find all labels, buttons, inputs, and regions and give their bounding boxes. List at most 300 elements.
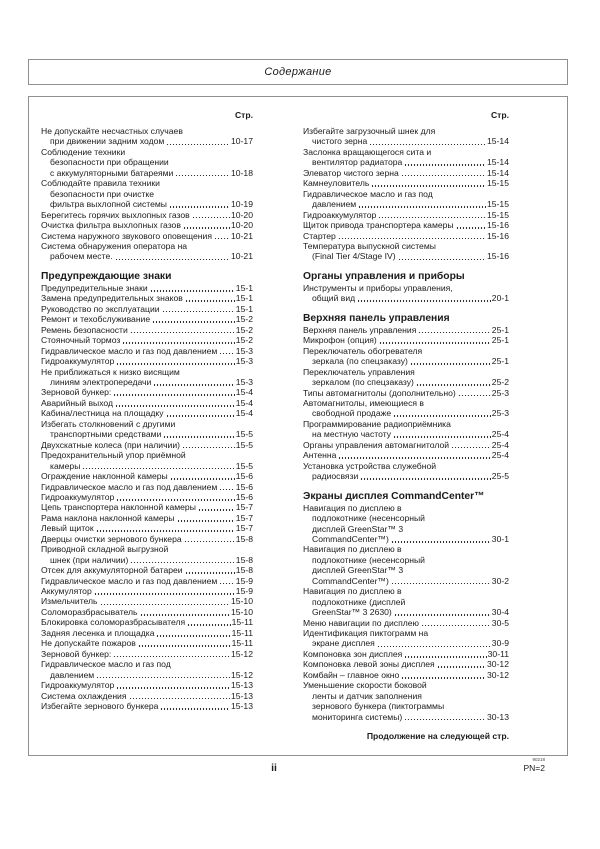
entry-text: Верхняя панель управления bbox=[303, 324, 417, 335]
entry-text: Двухскатные колеса (при наличии) bbox=[41, 439, 181, 450]
entry-page-number: 30-11 bbox=[487, 648, 509, 659]
toc-entry-line bbox=[41, 649, 253, 659]
dot-leader bbox=[96, 530, 235, 532]
entry-text: Система наружного звукового оповещения bbox=[41, 230, 213, 241]
toc-entry-line bbox=[303, 283, 509, 293]
entry-page-number: 15-16 bbox=[487, 251, 509, 262]
dot-leader bbox=[96, 677, 230, 679]
entry-text: Компоновка зон дисплея bbox=[303, 648, 403, 659]
entry-page-number: 15-2 bbox=[235, 335, 253, 346]
dot-leader bbox=[166, 415, 235, 417]
entry-text: мониторинга системы) bbox=[312, 711, 403, 722]
dot-leader bbox=[404, 164, 486, 166]
toc-entry-line bbox=[41, 607, 253, 617]
toc-entry-line bbox=[303, 388, 509, 398]
entry-text: подлокотнике (дисплей bbox=[312, 596, 406, 607]
entry-page-number: 25-1 bbox=[491, 324, 509, 335]
toc-entry-line bbox=[41, 398, 253, 408]
entry-text: Стартер bbox=[303, 230, 336, 241]
dot-leader bbox=[358, 206, 486, 208]
toc-entry-line bbox=[41, 314, 253, 324]
entry-page-number: 10-17 bbox=[231, 136, 253, 147]
toc-entry-line bbox=[41, 482, 253, 492]
toc-entry-line bbox=[41, 565, 253, 575]
entry-text: Гидравлическое масло и газ под bbox=[41, 659, 171, 670]
dot-leader bbox=[166, 144, 230, 146]
dot-leader bbox=[404, 656, 486, 658]
entry-page-number: 15-5 bbox=[235, 429, 253, 440]
entry-text: Комбайн – главное окно bbox=[303, 669, 400, 680]
dot-leader bbox=[393, 436, 491, 438]
entry-text: Избегайте загрузочный шнек для bbox=[303, 126, 436, 136]
entry-text: CommandCenter™) bbox=[312, 575, 389, 586]
toc-entry-line bbox=[303, 638, 509, 648]
entry-page-number: 10-20 bbox=[231, 209, 253, 220]
toc-entry-line bbox=[41, 555, 253, 565]
entry-page-number: 30-13 bbox=[487, 711, 509, 722]
toc-entry-line bbox=[41, 576, 253, 586]
toc-entry-line bbox=[41, 461, 253, 471]
toc-section bbox=[41, 126, 253, 262]
dot-leader bbox=[187, 624, 231, 626]
entry-text: при движении задним ходом bbox=[50, 136, 165, 147]
entry-page-number: 15-13 bbox=[231, 701, 253, 712]
toc-entry-line bbox=[41, 210, 253, 220]
toc-entry-line bbox=[303, 555, 509, 565]
toc-entry-line bbox=[303, 147, 509, 157]
entry-text: Кабина/лестница на площадку bbox=[41, 408, 164, 419]
entry-text: Избегать столкновений с другими bbox=[41, 418, 176, 429]
toc-entry-line bbox=[303, 659, 509, 669]
entry-text: Инструменты и приборы управления, bbox=[303, 282, 453, 293]
entry-text: камеры bbox=[50, 460, 81, 471]
toc-entry-line bbox=[303, 251, 509, 261]
toc-entry-line bbox=[41, 670, 253, 680]
entry-page-number: 15-13 bbox=[231, 680, 253, 691]
toc-entry-line bbox=[41, 283, 253, 293]
entry-text: вентилятор радиатора bbox=[312, 157, 403, 168]
toc-entry-line bbox=[303, 597, 509, 607]
toc-entry-line bbox=[41, 147, 253, 157]
entry-text: Щиток привода транспортера камеры bbox=[303, 220, 454, 231]
entry-text: Органы управления автомагнитолой bbox=[303, 439, 450, 450]
dot-leader bbox=[338, 457, 490, 459]
entry-text: рабочем месте. bbox=[50, 251, 113, 262]
entry-page-number: 15-15 bbox=[487, 199, 509, 210]
entry-page-number: 15-6 bbox=[235, 481, 253, 492]
toc-entry-line bbox=[303, 618, 509, 628]
toc-entry-line bbox=[41, 126, 253, 136]
toc-entry-line bbox=[303, 398, 509, 408]
entry-text: Навигация по дисплею в bbox=[303, 502, 402, 513]
entry-page-number: 15-5 bbox=[235, 460, 253, 471]
entry-text: Система охлаждения bbox=[41, 690, 127, 701]
entry-page-number: 15-15 bbox=[487, 178, 509, 189]
toc-entry-line bbox=[303, 178, 509, 188]
toc-entry-line bbox=[303, 534, 509, 544]
entry-page-number: 15-4 bbox=[235, 408, 253, 419]
dot-leader bbox=[198, 509, 235, 511]
toc-entry-line bbox=[41, 680, 253, 690]
toc-entry-line bbox=[303, 450, 509, 460]
dot-leader bbox=[219, 353, 234, 355]
toc-entry-line bbox=[41, 502, 253, 512]
entry-text: Камнеуловитель bbox=[303, 178, 370, 189]
toc-entry-line bbox=[41, 659, 253, 669]
entry-text: Зерновой бункер: bbox=[41, 648, 112, 659]
entry-text: свободной продаже bbox=[312, 408, 392, 419]
entry-page-number: 15-7 bbox=[235, 523, 253, 534]
toc-entry-line bbox=[303, 607, 509, 617]
dot-leader bbox=[401, 175, 486, 177]
entry-page-number: 15-1 bbox=[235, 282, 253, 293]
dot-leader bbox=[451, 447, 491, 449]
entry-text: Переключатель обогревателя bbox=[303, 345, 423, 356]
section-header: Экраны дисплея CommandCenter™ bbox=[303, 490, 485, 502]
dot-leader bbox=[116, 687, 230, 689]
entry-page-number: 30-2 bbox=[491, 575, 509, 586]
toc-entry-line bbox=[303, 440, 509, 450]
toc-entry-line bbox=[303, 346, 509, 356]
entry-text: общий вид bbox=[312, 293, 356, 304]
toc-entry-line bbox=[303, 210, 509, 220]
dot-leader bbox=[138, 645, 231, 647]
dot-leader bbox=[338, 238, 486, 240]
dot-leader bbox=[391, 541, 491, 543]
entry-page-number: 15-1 bbox=[235, 293, 253, 304]
toc-entry-line bbox=[303, 126, 509, 136]
entry-page-number: 10-21 bbox=[231, 251, 253, 262]
toc-entry-line bbox=[41, 367, 253, 377]
toc-entry-line bbox=[41, 471, 253, 481]
entry-text: Гидроаккумулятор bbox=[41, 356, 115, 367]
toc-entry-line bbox=[41, 628, 253, 638]
footer-right-block bbox=[0, 758, 545, 772]
toc-entry-line bbox=[41, 387, 253, 397]
dot-leader bbox=[394, 614, 491, 616]
toc-entry-line bbox=[303, 408, 509, 418]
dot-leader bbox=[369, 144, 486, 146]
dot-leader bbox=[192, 217, 230, 219]
toc-column-right bbox=[303, 110, 509, 755]
dot-leader bbox=[115, 405, 235, 407]
entry-text: Измельчитель bbox=[41, 596, 98, 607]
entry-text: подлокотнике (несенсорный bbox=[312, 554, 425, 565]
entry-text: Не допускайте несчастных случаев bbox=[41, 126, 183, 136]
entry-page-number: 15-14 bbox=[487, 157, 509, 168]
dot-leader bbox=[456, 227, 486, 229]
entry-text: радиосвязи bbox=[312, 471, 359, 482]
entry-page-number: 25-4 bbox=[491, 450, 509, 461]
entry-text: Соблюдайте правила техники bbox=[41, 178, 160, 189]
entry-page-number: 25-2 bbox=[491, 377, 509, 388]
entry-text: зернового бункера (пиктограммы bbox=[312, 701, 445, 712]
entry-page-number: 15-2 bbox=[235, 324, 253, 335]
entry-text: на местную частоту bbox=[312, 429, 392, 440]
dot-leader bbox=[401, 677, 486, 679]
entry-page-number: 15-3 bbox=[235, 356, 253, 367]
entry-page-number: 15-11 bbox=[231, 627, 253, 638]
toc-entry-line bbox=[303, 628, 509, 638]
toc-entry-line bbox=[303, 377, 509, 387]
entry-text: шнек (при наличии) bbox=[50, 554, 129, 565]
dot-leader bbox=[371, 185, 486, 187]
entry-page-number: 15-13 bbox=[231, 690, 253, 701]
toc-entry-line bbox=[41, 617, 253, 627]
toc-entry-line bbox=[41, 586, 253, 596]
entry-text: CommandCenter™) bbox=[312, 533, 389, 544]
continuation-note bbox=[303, 731, 509, 741]
entry-page-number: 10-20 bbox=[231, 220, 253, 231]
toc-box bbox=[28, 96, 568, 756]
entry-page-number: 15-4 bbox=[235, 397, 253, 408]
entry-text: Не приближаться к низко висящим bbox=[41, 366, 180, 377]
entry-text: Микрофон (опция) bbox=[303, 335, 377, 346]
entry-text: Антенна bbox=[303, 450, 337, 461]
entry-text: Рама наклона наклонной камеры bbox=[41, 512, 175, 523]
toc-entry-line bbox=[41, 199, 253, 209]
entry-text: транспортными средствами bbox=[50, 429, 162, 440]
dot-leader bbox=[379, 342, 491, 344]
entry-page-number: 15-3 bbox=[235, 376, 253, 387]
toc-section bbox=[303, 731, 509, 741]
dot-leader bbox=[175, 175, 230, 177]
toc-section bbox=[303, 490, 509, 723]
toc-column-left bbox=[41, 110, 253, 755]
contents-header-box bbox=[28, 59, 568, 85]
dot-leader bbox=[169, 206, 230, 208]
entry-page-number: 15-11 bbox=[231, 638, 253, 649]
entry-text: Ограждение наклонной камеры bbox=[41, 471, 168, 482]
toc-entry-line bbox=[303, 670, 509, 680]
entry-text: Соблюдение техники bbox=[41, 146, 126, 157]
toc-entry-line bbox=[303, 649, 509, 659]
entry-text: Меню навигации по дисплею bbox=[303, 617, 419, 628]
toc-entry-line bbox=[41, 408, 253, 418]
toc-entry-line bbox=[41, 492, 253, 502]
entry-page-number: 15-8 bbox=[235, 565, 253, 576]
dot-leader bbox=[82, 468, 234, 470]
dot-leader bbox=[94, 593, 235, 595]
entry-page-number: 15-10 bbox=[231, 606, 253, 617]
toc-entry-line bbox=[303, 524, 509, 534]
toc-section bbox=[303, 312, 509, 482]
entry-page-number: 15-16 bbox=[487, 220, 509, 231]
entry-text: Навигация по дисплею в bbox=[303, 544, 402, 555]
entry-page-number: 15-12 bbox=[231, 669, 253, 680]
dot-leader bbox=[115, 259, 230, 261]
entry-text: Стояночный тормоз bbox=[41, 335, 121, 346]
dot-leader bbox=[162, 311, 235, 313]
dot-leader bbox=[129, 698, 231, 700]
entry-page-number: 15-6 bbox=[235, 471, 253, 482]
toc-section bbox=[41, 270, 253, 712]
entry-page-number: 15-7 bbox=[235, 512, 253, 523]
entry-page-number: 15-11 bbox=[231, 617, 253, 628]
toc-entry-line bbox=[41, 544, 253, 554]
entry-page-number: 15-1 bbox=[235, 303, 253, 314]
entry-text: зеркала (по спецзаказу) bbox=[312, 356, 408, 367]
entry-text: Заслонка вращающегося сита и bbox=[303, 146, 432, 157]
toc-entry-line bbox=[303, 576, 509, 586]
toc-entry-line bbox=[41, 178, 253, 188]
toc-entry-line bbox=[41, 701, 253, 711]
toc-entry-line bbox=[41, 231, 253, 241]
toc-entry-line bbox=[303, 680, 509, 690]
dot-leader bbox=[410, 363, 491, 365]
entry-text: Гидравлическое масло и газ под давлением bbox=[41, 345, 218, 356]
toc-entry-line bbox=[303, 293, 509, 303]
entry-text: Навигация по дисплею в bbox=[303, 586, 402, 597]
toc-entry-line bbox=[41, 356, 253, 366]
toc-entry-line bbox=[303, 367, 509, 377]
entry-page-number: 15-15 bbox=[487, 209, 509, 220]
toc-entry-line bbox=[41, 419, 253, 429]
entry-text: Компоновка левой зоны дисплея bbox=[303, 659, 435, 670]
toc-entry-line bbox=[303, 461, 509, 471]
toc-entry-line bbox=[303, 356, 509, 366]
entry-text: Блокировка соломоразбрасывателя bbox=[41, 617, 186, 628]
dot-leader bbox=[185, 572, 235, 574]
entry-page-number: 25-1 bbox=[491, 356, 509, 367]
toc-entry-line bbox=[303, 189, 509, 199]
dot-leader bbox=[416, 384, 491, 386]
entry-page-number: 15-7 bbox=[235, 502, 253, 513]
entry-text: (Final Tier 4/Stage IV) bbox=[312, 251, 396, 262]
entry-page-number: 15-2 bbox=[235, 314, 253, 325]
entry-text: Гидравлическое масло и газ под bbox=[303, 188, 433, 199]
toc-entry-line bbox=[303, 335, 509, 345]
entry-text: Предохранительный упор приёмной bbox=[41, 450, 186, 461]
entry-page-number: 15-9 bbox=[235, 575, 253, 586]
dot-leader bbox=[393, 415, 491, 417]
folio-page-number: ii bbox=[271, 762, 277, 774]
toc-entry-line bbox=[41, 304, 253, 314]
entry-text: Дверцы очистки зернового бункера bbox=[41, 533, 182, 544]
entry-text: Элеватор чистого зерна bbox=[303, 167, 399, 178]
section-header: Верхняя панель управления bbox=[303, 312, 450, 324]
entry-page-number: 30-9 bbox=[491, 638, 509, 649]
entry-text: давлением bbox=[50, 669, 95, 680]
toc-entry-line bbox=[41, 534, 253, 544]
toc-entry-line bbox=[303, 701, 509, 711]
footer-pn-label: PN=2 bbox=[523, 762, 545, 773]
dot-leader bbox=[116, 363, 234, 365]
entry-text: Температура выпускной системы bbox=[303, 240, 436, 251]
entry-text: Аккумулятор bbox=[41, 586, 92, 597]
entry-text: Программирование радиоприёмника bbox=[303, 418, 451, 429]
dot-leader bbox=[153, 384, 234, 386]
entry-text: Аварийный выход bbox=[41, 397, 114, 408]
entry-text: Берегитесь горячих выхлопных газов bbox=[41, 209, 190, 220]
dot-leader bbox=[113, 394, 235, 396]
dot-leader bbox=[183, 227, 230, 229]
entry-text: Ремонт и техобслуживание bbox=[41, 314, 151, 325]
entry-text: чистого зерна bbox=[312, 136, 368, 147]
entry-text: линиям электропередачи bbox=[50, 376, 152, 387]
toc-section bbox=[303, 270, 509, 304]
dot-leader bbox=[163, 436, 234, 438]
footer-print-code: 90218 bbox=[532, 757, 545, 762]
toc-entry-line bbox=[41, 220, 253, 230]
entry-text: Руководство по эксплуатации bbox=[41, 303, 160, 314]
toc-entry-line bbox=[303, 429, 509, 439]
entry-text: дисплей GreenStar™ 3 bbox=[312, 565, 404, 576]
toc-entry-line bbox=[303, 586, 509, 596]
entry-page-number: 25-4 bbox=[491, 439, 509, 450]
dot-leader bbox=[177, 520, 235, 522]
toc-entry-line bbox=[303, 712, 509, 722]
entry-text: ленты и датчик заполнения bbox=[312, 690, 422, 701]
dot-leader bbox=[219, 583, 234, 585]
entry-page-number: 15-14 bbox=[487, 136, 509, 147]
toc-entry-line bbox=[41, 346, 253, 356]
toc-entry-line bbox=[41, 429, 253, 439]
entry-text: Левый щиток bbox=[41, 523, 94, 534]
entry-text: Гидроаккумулятор bbox=[41, 680, 115, 691]
toc-entry-line bbox=[41, 596, 253, 606]
toc-entry-line bbox=[303, 220, 509, 230]
dot-leader bbox=[150, 290, 235, 292]
toc-entry-line bbox=[41, 377, 253, 387]
dot-leader bbox=[100, 604, 230, 606]
toc-column-right-entries bbox=[303, 126, 509, 742]
entry-text: Уменьшение скорости боковой bbox=[303, 680, 427, 691]
entry-text: GreenStar™ 3 2630) bbox=[312, 607, 392, 618]
entry-page-number: 10-19 bbox=[231, 199, 253, 210]
entry-page-number: 15-8 bbox=[235, 554, 253, 565]
entry-text: Не допускайте пожаров bbox=[41, 638, 136, 649]
toc-entry-line bbox=[303, 544, 509, 554]
entry-page-number: 10-21 bbox=[231, 230, 253, 241]
entry-page-number: 15-4 bbox=[235, 387, 253, 398]
entry-text: Гидроаккумулятор bbox=[41, 491, 115, 502]
entry-text: Приводной складной выгрузной bbox=[41, 544, 169, 555]
entry-text: Типы автомагнитолы (дополнительно) bbox=[303, 387, 456, 398]
dot-leader bbox=[378, 217, 486, 219]
section-header: Органы управления и приборы bbox=[303, 270, 465, 282]
entry-page-number: 20-1 bbox=[491, 293, 509, 304]
entry-page-number: 25-1 bbox=[491, 335, 509, 346]
entry-page-number: 15-14 bbox=[487, 167, 509, 178]
dot-leader bbox=[184, 541, 235, 543]
entry-page-number: 30-4 bbox=[491, 607, 509, 618]
dot-leader bbox=[391, 583, 491, 585]
dot-leader bbox=[116, 499, 234, 501]
toc-entry-line bbox=[303, 419, 509, 429]
toc-entry-line bbox=[303, 157, 509, 167]
entry-page-number: 15-16 bbox=[487, 230, 509, 241]
dot-leader bbox=[418, 332, 490, 334]
toc-entry-line bbox=[303, 136, 509, 146]
section-header: Предупреждающие знаки bbox=[41, 270, 172, 282]
entry-text: Зерновой бункер: bbox=[41, 387, 112, 398]
entry-text: Установка устройства служебной bbox=[303, 460, 437, 471]
toc-section bbox=[303, 126, 509, 262]
entry-page-number: 30-5 bbox=[491, 617, 509, 628]
entry-page-number: 15-10 bbox=[231, 596, 253, 607]
dot-leader bbox=[156, 635, 230, 637]
toc-entry-line bbox=[303, 691, 509, 701]
dot-leader bbox=[437, 666, 486, 668]
toc-entry-line bbox=[41, 440, 253, 450]
dot-leader bbox=[214, 238, 230, 240]
entry-text: Ремень безопасности bbox=[41, 324, 128, 335]
toc-entry-line bbox=[41, 251, 253, 261]
entry-text: подлокотнике (несенсорный bbox=[312, 513, 425, 524]
entry-page-number: 30-1 bbox=[491, 533, 509, 544]
entry-page-number: 15-12 bbox=[231, 648, 253, 659]
